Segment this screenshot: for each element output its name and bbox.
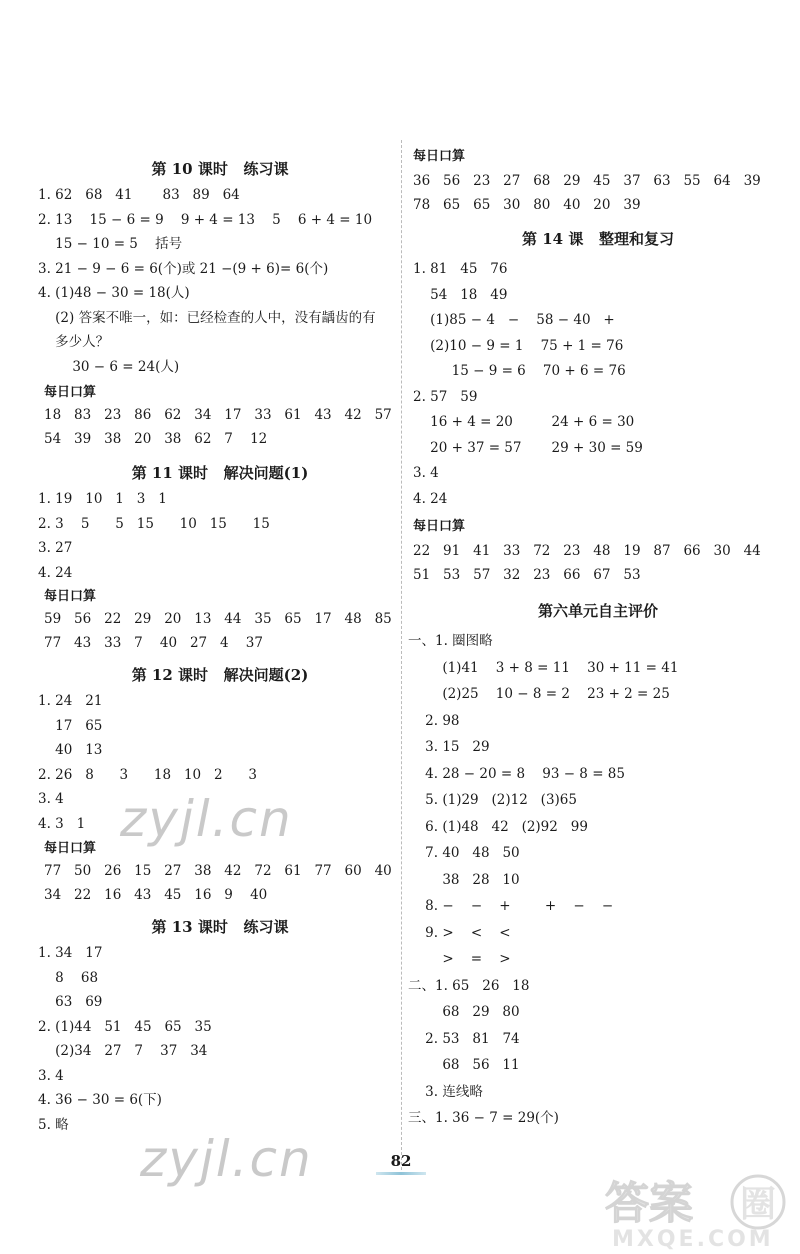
daily-calc-label: 每日口算 <box>413 149 466 164</box>
answer-line: 7. 40 48 50 <box>408 845 520 861</box>
answer-line: 20 + 37 = 57 29 + 30 = 59 <box>413 439 643 456</box>
unit-6-title: 第六单元自主评价 <box>537 602 658 620</box>
lesson-10-title: 第 10 课时 练习课 <box>151 160 289 178</box>
answer-line: 4. 3 1 <box>38 815 86 832</box>
answer-line: 15 − 9 = 6 70 + 6 = 76 <box>413 363 626 379</box>
answer-line: 5. 略 <box>38 1116 69 1133</box>
daily-calc-line: 51 53 57 32 23 66 67 53 <box>413 567 641 583</box>
page-number-decoration <box>376 1172 426 1175</box>
answer-line: > = > <box>408 951 511 967</box>
answer-line: 2. 57 59 <box>413 388 478 405</box>
answer-line: 4. (1)48 − 30 = 18(人) <box>38 285 190 301</box>
answer-line: 15 − 10 = 5 括号 <box>38 236 183 252</box>
answer-line: 3. 连线略 <box>408 1083 483 1100</box>
answer-line: 17 65 <box>38 717 103 734</box>
answer-line: 1. 24 21 <box>38 693 103 709</box>
answer-line: 8 68 <box>38 969 99 986</box>
answer-line: 3. 4 <box>38 791 64 807</box>
page-number: 82 <box>390 1152 412 1170</box>
daily-calc-line: 22 91 41 33 72 23 48 19 87 66 30 44 <box>413 543 761 559</box>
lesson-12-title: 第 12 课时 解决问题(2) <box>131 666 309 684</box>
answer-line: 1. 62 68 41 83 89 64 <box>38 187 240 203</box>
answer-line: 30 − 6 = 24(人) <box>38 358 180 375</box>
answer-line: 38 28 10 <box>408 871 520 888</box>
answer-line: 3. 21 − 9 − 6 = 6(个)或 21 −(9 + 6)= 6(个) <box>38 260 329 277</box>
answer-line: (2)25 10 − 8 = 2 23 + 2 = 25 <box>408 686 670 702</box>
answer-line: 1. 19 10 1 3 1 <box>38 491 167 507</box>
daily-calc-label: 每日口算 <box>44 589 97 604</box>
answer-line: 多少人？ <box>38 334 110 350</box>
daily-calc-line: 54 39 38 20 38 62 7 12 <box>44 431 268 447</box>
answer-line: 4. 36 − 30 = 6(下) <box>38 1092 162 1108</box>
answer-line: 3. 4 <box>413 465 439 481</box>
answer-line: (2)34 27 7 37 34 <box>38 1043 208 1059</box>
lesson-14-title: 第 14 课 整理和复习 <box>522 230 674 248</box>
answer-line: 1. 34 17 <box>38 945 103 961</box>
answer-line: 2. 98 <box>408 712 460 729</box>
answer-line: 3. 4 <box>38 1067 64 1084</box>
answer-line: 一、1. 圈图略 <box>408 633 493 649</box>
answer-line: 68 29 80 <box>408 1004 520 1020</box>
answer-line: 63 69 <box>38 994 103 1010</box>
daily-calc-line: 34 22 16 43 45 16 9 40 <box>44 887 268 903</box>
answer-line: 2. (1)44 51 45 65 35 <box>38 1018 212 1035</box>
answer-line: (1)85 − 4 − 58 − 40 + <box>413 312 615 328</box>
column-divider <box>401 140 402 1170</box>
svg-text:MXQE.COM: MXQE.COM <box>612 1227 774 1250</box>
answer-line: (1)41 3 + 8 = 11 30 + 11 = 41 <box>408 659 679 676</box>
lesson-11-title: 第 11 课时 解决问题(1) <box>131 464 309 482</box>
lesson-13-title: 第 13 课时 练习课 <box>151 918 289 936</box>
answer-line: 2. 53 81 74 <box>408 1030 520 1047</box>
answer-line: 5. (1)29 (2)12 (3)65 <box>408 792 577 808</box>
answer-line: 1. 81 45 76 <box>413 261 508 277</box>
answer-line: 3. 15 29 <box>408 739 490 755</box>
daily-calc-label: 每日口算 <box>413 519 466 534</box>
daily-calc-label: 每日口算 <box>44 385 97 400</box>
answer-line: 68 56 11 <box>408 1057 520 1073</box>
watermark-zyjl: zyjl.cn <box>120 790 293 848</box>
answer-line: 2. 3 5 5 15 10 15 15 <box>38 515 270 532</box>
daily-calc-label: 每日口算 <box>44 841 97 856</box>
watermark-zyjl: zyjl.cn <box>140 1130 313 1188</box>
answer-line: 9. > < < <box>408 924 511 941</box>
answer-line: 40 13 <box>38 742 103 758</box>
answer-line: 2. 13 15 − 6 = 9 9 + 4 = 13 5 6 + 4 = 10 <box>38 211 373 228</box>
daily-calc-line: 77 43 33 7 40 27 4 37 <box>44 635 263 651</box>
answer-line: 4. 24 <box>413 490 448 507</box>
svg-text:圈: 圈 <box>740 1184 777 1225</box>
daily-calc-line: 36 56 23 27 68 29 45 37 63 55 64 39 <box>413 173 761 189</box>
answer-line: 4. 24 <box>38 564 73 581</box>
answer-line: 二、1. 65 26 18 <box>408 977 530 994</box>
answer-line: (2) 答案不唯一，如：已经检查的人中，没有龋齿的有 <box>38 309 376 326</box>
daily-calc-line: 78 65 65 30 80 40 20 39 <box>413 197 641 213</box>
svg-text:答案: 答案 <box>605 1178 693 1229</box>
watermark-answer-logo <box>600 1170 790 1254</box>
answer-line: (2)10 − 9 = 1 75 + 1 = 76 <box>413 337 624 354</box>
daily-calc-line: 59 56 22 29 20 13 44 35 65 17 48 85 <box>44 611 392 627</box>
answer-line: 4. 28 − 20 = 8 93 − 8 = 85 <box>408 765 625 782</box>
answer-line: 三、1. 36 − 7 = 29(个) <box>408 1110 559 1126</box>
answer-line: 3. 27 <box>38 540 73 556</box>
daily-calc-line: 77 50 26 15 27 38 42 72 61 77 60 40 <box>44 863 392 879</box>
answer-line: 54 18 49 <box>413 286 508 303</box>
answer-line: 16 + 4 = 20 24 + 6 = 30 <box>413 414 635 430</box>
daily-calc-line: 18 83 23 86 62 34 17 33 61 43 42 57 <box>44 407 392 423</box>
answer-line: 8. − − + + − − <box>408 898 614 914</box>
answer-line: 6. (1)48 42 (2)92 99 <box>408 818 588 835</box>
answer-line: 2. 26 8 3 18 10 2 3 <box>38 766 257 783</box>
